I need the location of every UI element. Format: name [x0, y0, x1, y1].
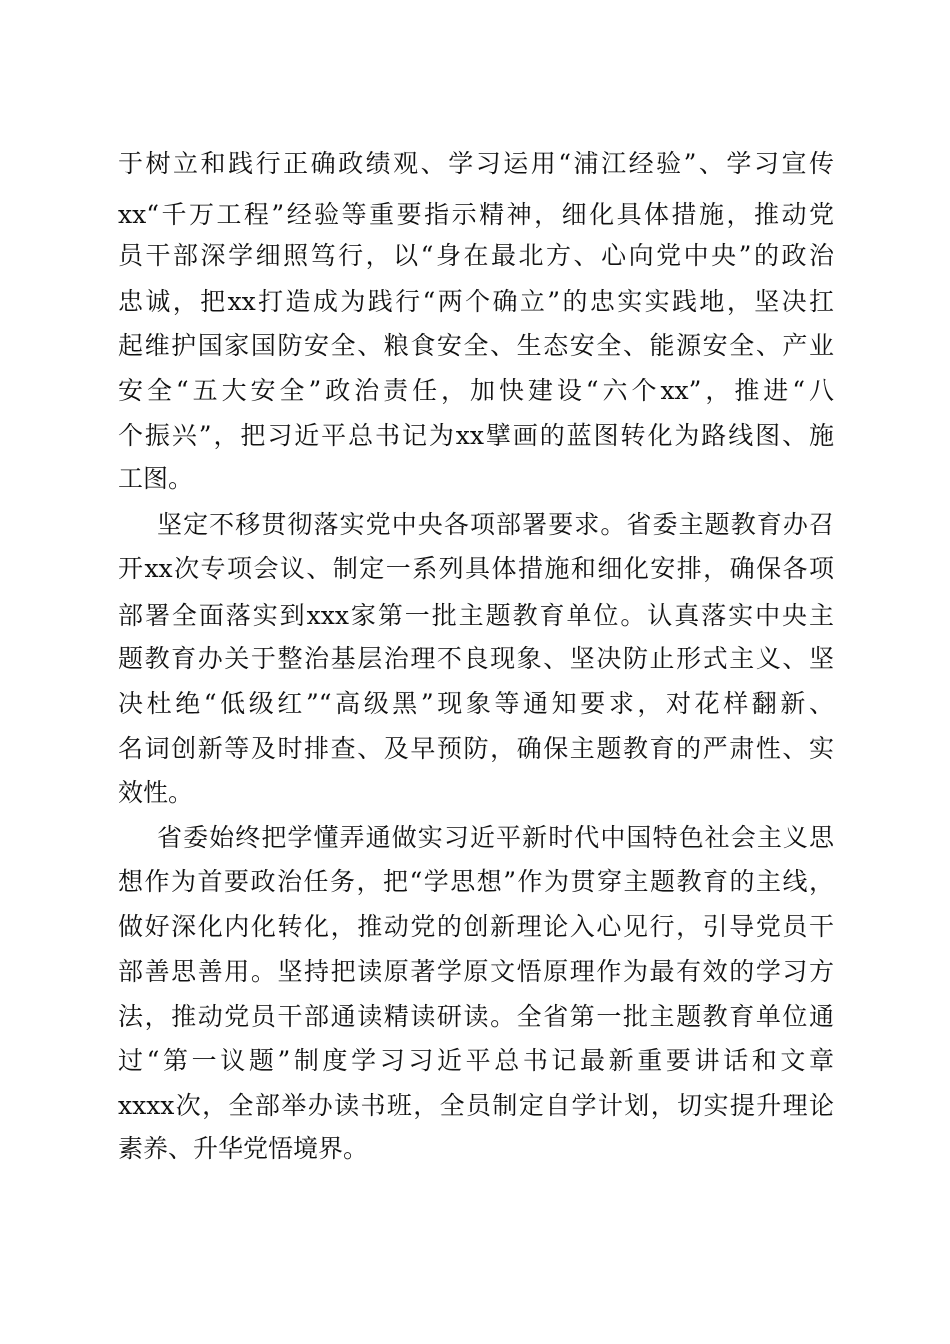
- paragraph-2-line-6: 名词创新等及时排查、及早预防，确保主题教育的严肃性、实: [118, 734, 834, 763]
- paragraph-1-line-7: 个振兴”，把习近平总书记为xx擘画的蓝图转化为路线图、施: [118, 421, 834, 450]
- paragraph-3-line-2: 想作为首要政治任务，把“学思想”作为贯穿主题教育的主线，: [118, 867, 834, 896]
- paragraph-3-line-6: 过“第一议题”制度学习习近平总书记最新重要讲话和文章: [118, 1046, 834, 1075]
- paragraph-3-line-8: 素养、升华党悟境界。: [118, 1134, 369, 1163]
- paragraph-3-line-5: 法，推动党员干部通读精读研读。全省第一批主题教育单位通: [118, 1002, 834, 1031]
- paragraph-3-line-1: 省委始终把学懂弄通做实习近平新时代中国特色社会主义思: [157, 823, 834, 852]
- paragraph-3-line-7: xxxx次，全部举办读书班，全员制定自学计划，切实提升理论: [118, 1091, 834, 1120]
- paragraph-1-line-3: 员干部深学细照笃行，以“身在最北方、心向党中央”的政治: [118, 241, 834, 270]
- paragraph-1-line-2: xx“千万工程”经验等重要指示精神，细化具体措施，推动党: [118, 200, 834, 229]
- paragraph-2-line-2: 开xx次专项会议、制定一系列具体措施和细化安排，确保各项: [118, 554, 834, 583]
- paragraph-2-line-7: 效性。: [118, 778, 194, 807]
- paragraph-1-line-4: 忠诚，把xx打造成为践行“两个确立”的忠实实践地，坚决扛: [118, 287, 834, 316]
- paragraph-3-line-3: 做好深化内化转化，推动党的创新理论入心见行，引导党员干: [118, 912, 834, 941]
- paragraph-3-line-4: 部善思善用。坚持把读原著学原文悟原理作为最有效的学习方: [118, 957, 834, 986]
- paragraph-1-line-5: 起维护国家国防安全、粮食安全、生态安全、能源安全、产业: [118, 331, 834, 360]
- paragraph-1-line-1: 于树立和践行正确政绩观、学习运用“浦江经验”、学习宣传: [118, 149, 834, 178]
- paragraph-2-line-5: 决杜绝“低级红”“高级黑”现象等通知要求，对花样翻新、: [118, 689, 834, 718]
- paragraph-1-line-6: 安全“五大安全”政治责任，加快建设“六个xx”，推进“八: [118, 376, 834, 405]
- paragraph-2-line-1: 坚定不移贯彻落实党中央各项部署要求。省委主题教育办召: [157, 510, 834, 539]
- paragraph-2-line-3: 部署全面落实到xxx家第一批主题教育单位。认真落实中央主: [118, 601, 834, 630]
- paragraph-2-line-4: 题教育办关于整治基层治理不良现象、坚决防止形式主义、坚: [118, 644, 834, 673]
- paragraph-1-line-8: 工图。: [118, 464, 194, 493]
